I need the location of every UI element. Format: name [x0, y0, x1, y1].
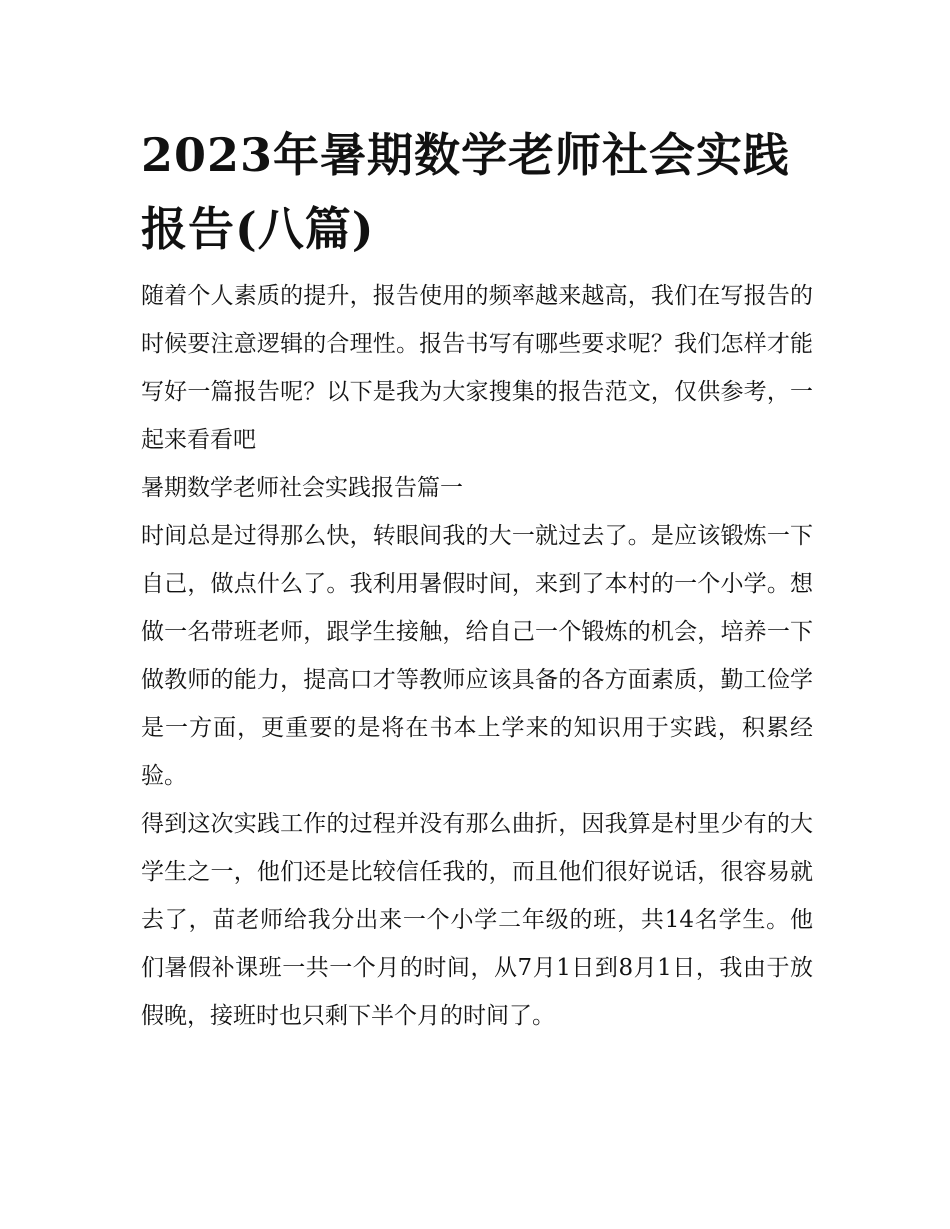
document-page: [141, 118, 816, 1040]
body-paragraph-1: 时间总是过得那么快，转眼间我的大一就过去了。是应该锻炼一下自己，做点什么了。我利用暑假时间，来到了本村的一个小学。想做一名带班老师，跟学生接触，给自己一个锻炼的机会，培养一下做教师的能力，提高口才等教师应该具备的各方面素质，勤工俭学是一方面，更重要的是将在书本上学来的知识用于实践，积累经验。: [141, 523, 813, 789]
body-paragraph-2: 得到这次实践工作的过程并没有那么曲折，因我算是村里少有的大学生之一，他们还是比较信任我的，而且他们很好说话，很容易就去了，苗老师给我分出来一个小学二年级的班，共14名学生。他们暑假补课班一共一个月的时间，从7月1日到8月1日，我由于放假晚，接班时也只剩下半个月的时间了。: [141, 811, 813, 1029]
section-heading: 暑期数学老师社会实践报告篇一: [141, 475, 463, 501]
intro-paragraph: 随着个人素质的提升，报告使用的频率越来越高，我们在写报告的时候要注意逻辑的合理性。报告书写有哪些要求呢？我们怎样才能写好一篇报告呢？以下是我为大家搜集的报告范文，仅供参考，一起来看看吧: [141, 283, 813, 453]
document-title: 2023年暑期数学老师社会实践报告(八篇): [141, 128, 791, 256]
